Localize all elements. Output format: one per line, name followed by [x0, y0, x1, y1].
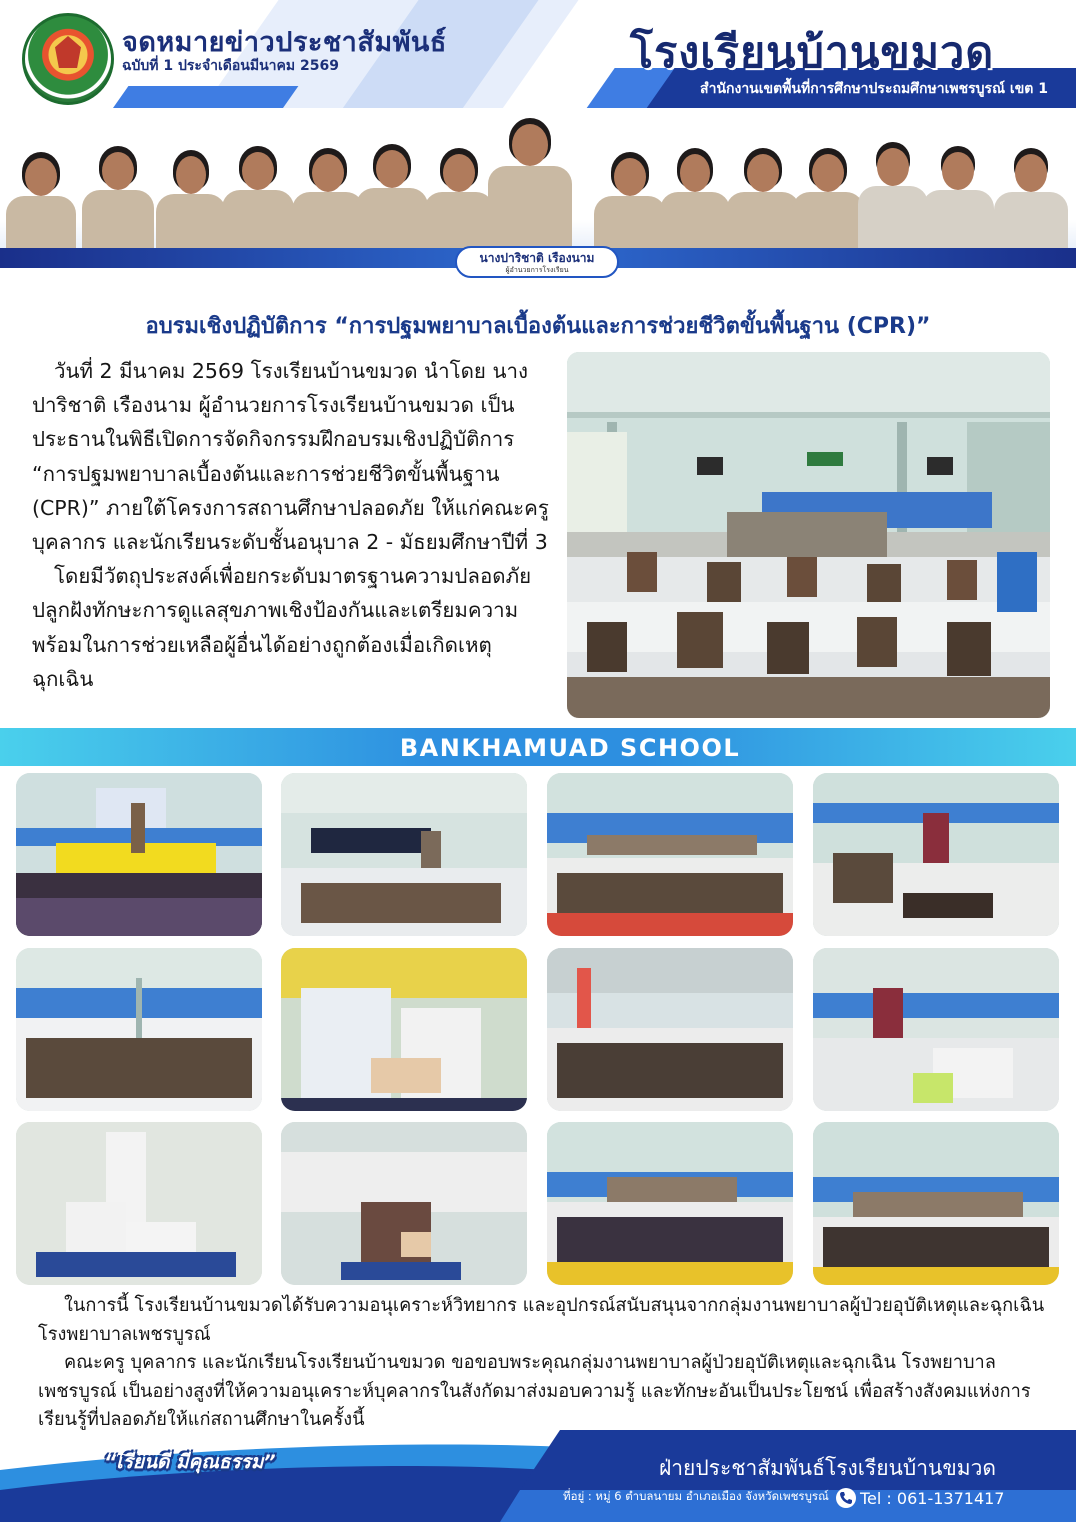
activity-photo	[547, 948, 793, 1111]
hall-photo-illustration	[567, 352, 1050, 718]
newsletter-title: จดหมายข่าวประชาสัมพันธ์	[122, 27, 447, 58]
activity-photo	[547, 1122, 793, 1285]
staff-figure	[922, 128, 994, 258]
activity-photo	[281, 773, 527, 936]
school-name: โรงเรียนบ้านขมวด	[630, 28, 995, 78]
phone-icon	[836, 1488, 856, 1508]
article-paragraph-1: วันที่ 2 มีนาคม 2569 โรงเรียนบ้านขมวด นำโดย นางปาริชาติ เรืองนาม ผู้อำนวยการโรงเรียนบ้านขมวด เป็นประธานในพิธีเปิดการจัดกิจกรรมฝึกอบรมเชิงปฏิบัติการ “การปฐมพยาบาลเบื้องต้นและการช่วยชีวิตขั้นพื้นฐาน (CPR)” ภายใต้โครงการสถานศึกษาปลอดภัย ให้แก่คณะครู บุคลากร และนักเรียนระดับชั้นอนุบาล 2 - มัธยมศึกษาปีที่ 3	[32, 359, 549, 555]
article-headline: อบรมเชิงปฏิบัติการ “การปฐมพยาบาลเบื้องต้นและการช่วยชีวิตขั้นพื้นฐาน (CPR)”	[145, 314, 931, 339]
activity-photo	[813, 1122, 1059, 1285]
school-address: ที่อยู่ : หมู่ 6 ตำบลนายม อำเภอเมือง จังหวัดเพชรบูรณ์	[563, 1489, 829, 1503]
header-stripe-left	[112, 86, 299, 110]
closing-paragraph-1: ในการนี้ โรงเรียนบ้านขมวดได้รับความอนุเคราะห์วิทยากร และอุปกรณ์สนับสนุนจากกลุ่มงานพยาบาลผู้ป่วยอุบัติเหตุและฉุกเฉิน โรงพยาบาลเพชรบูรณ์	[38, 1295, 1045, 1345]
director-role: ผู้อำนวยการโรงเรียน	[505, 266, 569, 274]
main-event-photo	[567, 352, 1050, 718]
staff-figure	[292, 130, 364, 258]
staff-figure	[82, 128, 154, 258]
staff-figure	[424, 130, 494, 258]
staff-figure	[222, 128, 294, 258]
staff-figure	[594, 132, 666, 258]
staff-figure	[660, 130, 730, 258]
logo-emblem-icon	[55, 36, 81, 68]
school-logo	[22, 13, 114, 105]
activity-photo	[547, 773, 793, 936]
school-banner-title: BANKHAMUAD SCHOOL	[399, 734, 741, 762]
staff-figure-director	[488, 116, 572, 258]
school-phone: Tel : 061-1371417	[860, 1489, 1005, 1508]
activity-photo	[16, 948, 262, 1111]
staff-figure	[994, 130, 1068, 258]
education-office: สำนักงานเขตพื้นที่การศึกษาประถมศึกษาเพชรบูรณ์ เขต 1	[700, 81, 1048, 97]
pr-unit: ฝ่ายประชาสัมพันธ์โรงเรียนบ้านขมวด	[658, 1456, 996, 1480]
director-nameplate	[455, 246, 619, 278]
activity-photo	[281, 1122, 527, 1285]
closing-paragraph-2: คณะครู บุคลากร และนักเรียนโรงเรียนบ้านขมวด ขอขอบพระคุณกลุ่มงานพยาบาลผู้ป่วยอุบัติเหตุและฉุกเฉิน โรงพยาบาลเพชรบูรณ์ เป็นอย่างสูงที่ให้ความอนุเคราะห์บุคลากรในสังกัดมาส่งมอบความรู้ และทักษะอันเป็นประโยชน์ เพื่อสร้างสังคมแห่งการเรียนรู้ที่ปลอดภัยให้แก่สถานศึกษาในครั้งนี้	[38, 1352, 1031, 1430]
staff-group-photo	[0, 108, 1076, 268]
closing-text	[38, 1292, 1048, 1435]
activity-photo	[281, 948, 527, 1111]
activity-photo	[813, 773, 1059, 936]
article-paragraph-2: โดยมีวัตถุประสงค์เพื่อยกระดับมาตรฐานความปลอดภัย ปลูกฝังทักษะการดูแลสุขภาพเชิงป้องกันและเตรียมความพร้อมในการช่วยเหลือผู้อื่นได้อย่างถูกต้องเมื่อเกิดเหตุฉุกเฉิน	[32, 564, 532, 691]
staff-figure	[726, 130, 800, 258]
staff-figure	[6, 132, 76, 258]
staff-figure	[792, 130, 864, 258]
staff-figure	[356, 128, 428, 258]
article-body	[32, 354, 552, 696]
staff-figure	[156, 132, 226, 258]
school-motto: “เรียนดี มีคุณธรรม”	[104, 1451, 276, 1473]
activity-photo	[813, 948, 1059, 1111]
activity-photo	[16, 1122, 262, 1285]
activity-photo	[16, 773, 262, 936]
staff-figure	[858, 126, 928, 258]
issue-line: ฉบับที่ 1 ประจำเดือนมีนาคม 2569	[122, 58, 339, 74]
director-name: นางปาริชาติ เรืองนาม	[479, 251, 595, 265]
